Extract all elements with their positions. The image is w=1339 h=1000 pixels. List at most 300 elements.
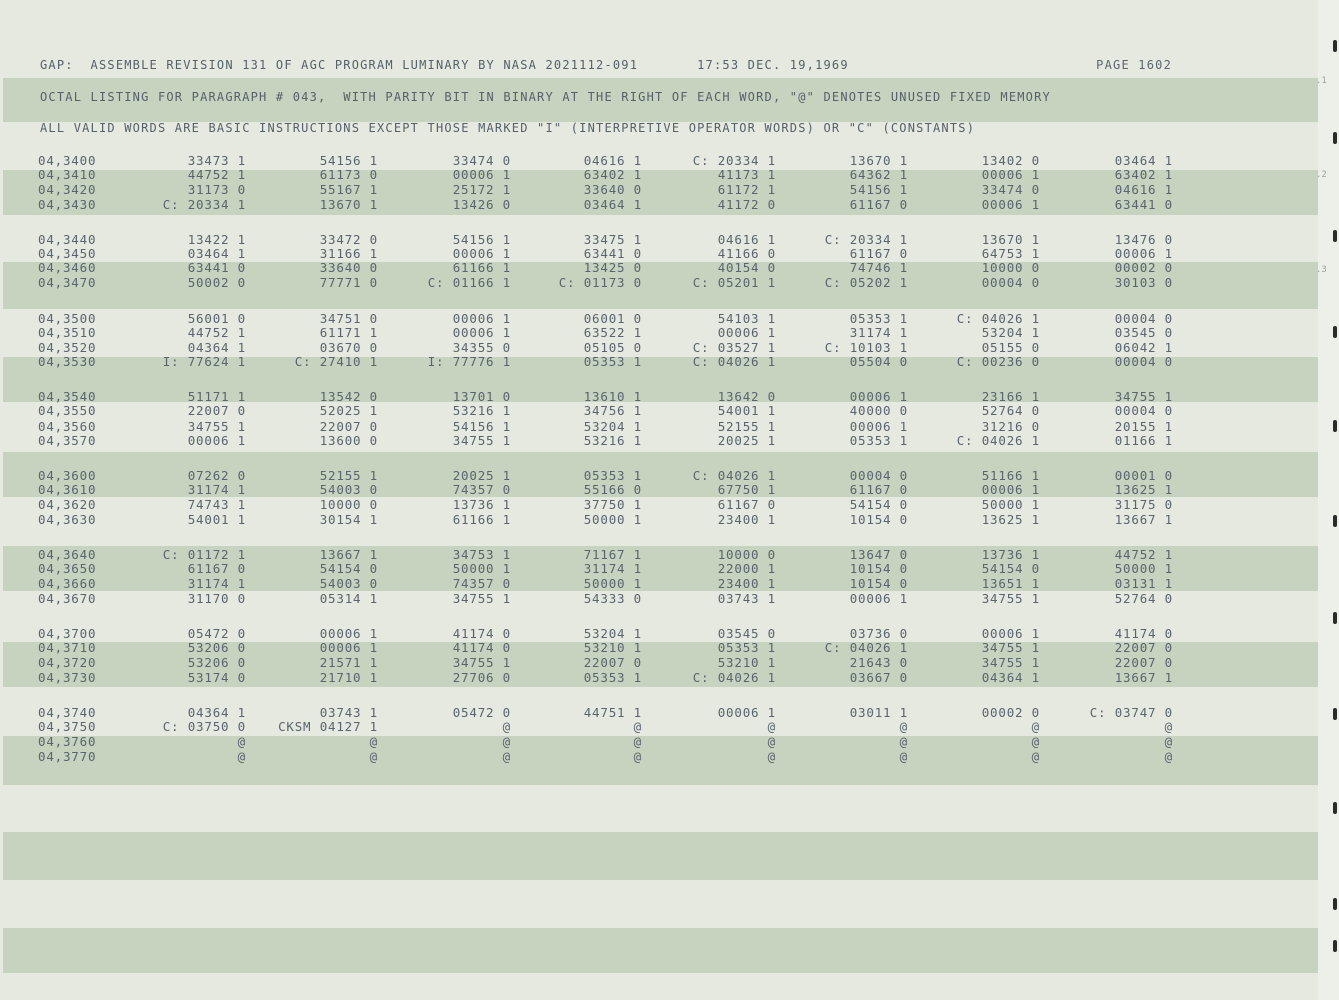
listing-word: 50000 1 bbox=[452, 561, 511, 576]
listing-word: 74746 1 bbox=[849, 260, 908, 275]
header-title-line: GAP: ASSEMBLE REVISION 131 OF AGC PROGRAM LUMINARY BY NASA 2021112-091 17:53 DEC. 19,1969 bbox=[40, 58, 849, 72]
listing-word: I: 77624 1 bbox=[162, 354, 246, 369]
listing-word: 61172 1 bbox=[717, 182, 776, 197]
listing-word: 56001 0 bbox=[187, 311, 246, 326]
listing-word: 22007 0 bbox=[1114, 640, 1173, 655]
listing-word: 00006 1 bbox=[981, 482, 1040, 497]
page-edge-strip bbox=[1318, 0, 1339, 1000]
listing-word: 00006 1 bbox=[849, 419, 908, 434]
listing-word: 22007 0 bbox=[319, 419, 378, 434]
listing-word: 04364 1 bbox=[187, 340, 246, 355]
listing-word: 25172 1 bbox=[452, 182, 511, 197]
listing-word: 54003 0 bbox=[319, 576, 378, 591]
listing-word: 05353 1 bbox=[583, 468, 642, 483]
listing-word: @ bbox=[369, 749, 378, 764]
listing-word: 34755 1 bbox=[187, 419, 246, 434]
listing-word: 40154 0 bbox=[717, 260, 776, 275]
listing-word: 23400 1 bbox=[717, 576, 776, 591]
listing-word: 53210 1 bbox=[583, 640, 642, 655]
listing-word: C: 03527 1 bbox=[692, 340, 776, 355]
listing-address: 04,3430 bbox=[38, 197, 97, 212]
listing-address: 04,3650 bbox=[38, 561, 97, 576]
listing-word: 31175 0 bbox=[1114, 497, 1173, 512]
listing-word: @ bbox=[1031, 734, 1040, 749]
listing-word: 54154 0 bbox=[849, 497, 908, 512]
listing-word: 61173 0 bbox=[319, 167, 378, 182]
listing-address: 04,3440 bbox=[38, 232, 97, 247]
listing-word: 51171 1 bbox=[187, 389, 246, 404]
listing-word: 13600 0 bbox=[319, 433, 378, 448]
listing-word: @ bbox=[899, 719, 908, 734]
margin-note: .2 bbox=[1316, 170, 1327, 180]
listing-word: 31170 0 bbox=[187, 591, 246, 606]
listing-address: 04,3720 bbox=[38, 655, 97, 670]
listing-word: 40000 0 bbox=[849, 403, 908, 418]
listing-word: 41174 0 bbox=[452, 626, 511, 641]
listing-word: 64753 1 bbox=[981, 246, 1040, 261]
listing-word: 05353 1 bbox=[583, 670, 642, 685]
listing-word: 21710 1 bbox=[319, 670, 378, 685]
listing-word: 34755 1 bbox=[452, 591, 511, 606]
listing-word: 61166 1 bbox=[452, 512, 511, 527]
listing-word: C: 04026 1 bbox=[692, 670, 776, 685]
listing-word: @ bbox=[1031, 749, 1040, 764]
listing-address: 04,3730 bbox=[38, 670, 97, 685]
listing-word: 74357 0 bbox=[452, 576, 511, 591]
listing-word: 33640 0 bbox=[319, 260, 378, 275]
listing-word: 00004 0 bbox=[1114, 311, 1173, 326]
listing-word: 41174 0 bbox=[1114, 626, 1173, 641]
listing-word: 23400 1 bbox=[717, 512, 776, 527]
listing-word: 00004 0 bbox=[1114, 354, 1173, 369]
listing-word: 53206 0 bbox=[187, 640, 246, 655]
listing-word: @ bbox=[1164, 749, 1173, 764]
listing-word: 13667 1 bbox=[1114, 512, 1173, 527]
listing-word: 53204 1 bbox=[583, 626, 642, 641]
feed-hole bbox=[1333, 708, 1337, 720]
listing-word: 44752 1 bbox=[1114, 547, 1173, 562]
listing-word: 00006 1 bbox=[452, 167, 511, 182]
listing-word: C: 00236 0 bbox=[956, 354, 1040, 369]
listing-word: 61166 1 bbox=[452, 260, 511, 275]
listing-word: 05105 0 bbox=[583, 340, 642, 355]
listing-address: 04,3700 bbox=[38, 626, 97, 641]
listing-word: 54156 1 bbox=[849, 182, 908, 197]
listing-word: 64362 1 bbox=[849, 167, 908, 182]
listing-address: 04,3640 bbox=[38, 547, 97, 562]
listing-word: 13476 0 bbox=[1114, 232, 1173, 247]
listing-word: 13542 0 bbox=[319, 389, 378, 404]
listing-word: 33473 1 bbox=[187, 153, 246, 168]
listing-address: 04,3770 bbox=[38, 749, 97, 764]
listing-word: 54103 1 bbox=[717, 311, 776, 326]
feed-hole bbox=[1333, 40, 1337, 52]
feed-hole bbox=[1333, 326, 1337, 338]
listing-word: @ bbox=[1031, 719, 1040, 734]
listing-word: C: 04026 1 bbox=[824, 640, 908, 655]
listing-word: 13736 1 bbox=[981, 547, 1040, 562]
listing-word: 03736 0 bbox=[849, 626, 908, 641]
listing-word: C: 10103 1 bbox=[824, 340, 908, 355]
listing-word: 41173 1 bbox=[717, 167, 776, 182]
listing-word: 05353 1 bbox=[849, 311, 908, 326]
listing-word: C: 04026 1 bbox=[956, 311, 1040, 326]
listing-word: 13642 0 bbox=[717, 389, 776, 404]
listing-word: 63522 1 bbox=[583, 325, 642, 340]
listing-word: C: 20334 1 bbox=[824, 232, 908, 247]
listing-address: 04,3560 bbox=[38, 419, 97, 434]
listing-word: 74743 1 bbox=[187, 497, 246, 512]
listing-word: 13651 1 bbox=[981, 576, 1040, 591]
listing-word: 03464 1 bbox=[1114, 153, 1173, 168]
listing-word: @ bbox=[1164, 734, 1173, 749]
listing-word: C: 20334 1 bbox=[692, 153, 776, 168]
listing-word: 30103 0 bbox=[1114, 275, 1173, 290]
listing-address: 04,3540 bbox=[38, 389, 97, 404]
listing-word: 00002 0 bbox=[1114, 260, 1173, 275]
listing-word: @ bbox=[633, 719, 642, 734]
listing-word: 34755 1 bbox=[1114, 389, 1173, 404]
listing-word: 52155 1 bbox=[717, 419, 776, 434]
listing-word: 06042 1 bbox=[1114, 340, 1173, 355]
listing-word: C: 01172 1 bbox=[162, 547, 246, 562]
listing-word: 03545 0 bbox=[717, 626, 776, 641]
listing-word: 34755 1 bbox=[452, 433, 511, 448]
listing-word: 00004 0 bbox=[849, 468, 908, 483]
listing-word: 03464 1 bbox=[583, 197, 642, 212]
listing-word: 34755 1 bbox=[452, 655, 511, 670]
listing-word: 13426 0 bbox=[452, 197, 511, 212]
listing-word: 13625 1 bbox=[1114, 482, 1173, 497]
listing-word: 03670 0 bbox=[319, 340, 378, 355]
listing-word: 03011 1 bbox=[849, 705, 908, 720]
listing-word: 33475 1 bbox=[583, 232, 642, 247]
listing-word: CKSM 04127 1 bbox=[278, 719, 378, 734]
listing-word: 05353 1 bbox=[849, 433, 908, 448]
listing-word: I: 77776 1 bbox=[427, 354, 511, 369]
valid-words-line: ALL VALID WORDS ARE BASIC INSTRUCTIONS EXCEPT THOSE MARKED "I" (INTERPRETIVE OPERATOR WORDS) OR "C" (CONSTANTS) bbox=[40, 121, 976, 135]
margin-note: .3 bbox=[1316, 265, 1327, 275]
listing-word: 63402 1 bbox=[583, 167, 642, 182]
listing-word: 10154 0 bbox=[849, 576, 908, 591]
listing-word: C: 03747 0 bbox=[1089, 705, 1173, 720]
listing-address: 04,3500 bbox=[38, 311, 97, 326]
listing-word: 33474 0 bbox=[452, 153, 511, 168]
listing-word: 52764 0 bbox=[1114, 591, 1173, 606]
feed-hole bbox=[1333, 940, 1337, 952]
listing-word: @ bbox=[502, 734, 511, 749]
listing-word: 55166 0 bbox=[583, 482, 642, 497]
listing-address: 04,3740 bbox=[38, 705, 97, 720]
listing-word: 34756 1 bbox=[583, 403, 642, 418]
listing-word: @ bbox=[237, 749, 246, 764]
listing-word: @ bbox=[237, 734, 246, 749]
listing-word: 23166 1 bbox=[981, 389, 1040, 404]
listing-word: 05353 1 bbox=[583, 354, 642, 369]
listing-word: 03743 1 bbox=[319, 705, 378, 720]
listing-word: 54156 1 bbox=[452, 419, 511, 434]
listing-address: 04,3610 bbox=[38, 482, 97, 497]
feed-hole bbox=[1333, 612, 1337, 624]
listing-address: 04,3410 bbox=[38, 167, 97, 182]
listing-word: 54154 0 bbox=[981, 561, 1040, 576]
listing-word: 00006 1 bbox=[319, 626, 378, 641]
listing-word: 21571 1 bbox=[319, 655, 378, 670]
listing-word: 50000 1 bbox=[583, 576, 642, 591]
listing-word: 37750 1 bbox=[583, 497, 642, 512]
listing-word: 05155 0 bbox=[981, 340, 1040, 355]
listing-word: 04364 1 bbox=[981, 670, 1040, 685]
listing-word: 53216 1 bbox=[583, 433, 642, 448]
listing-word: 53206 0 bbox=[187, 655, 246, 670]
listing-word: 67750 1 bbox=[717, 482, 776, 497]
listing-word: 31216 0 bbox=[981, 419, 1040, 434]
listing-word: 13701 0 bbox=[452, 389, 511, 404]
listing-address: 04,3710 bbox=[38, 640, 97, 655]
listing-word: 13625 1 bbox=[981, 512, 1040, 527]
listing-word: C: 01173 0 bbox=[558, 275, 642, 290]
listing-word: 61167 0 bbox=[717, 497, 776, 512]
listing-word: 00006 1 bbox=[1114, 246, 1173, 261]
listing-word: 74357 0 bbox=[452, 482, 511, 497]
listing-word: 50000 1 bbox=[583, 512, 642, 527]
listing-word: 54156 1 bbox=[319, 153, 378, 168]
listing-word: 63402 1 bbox=[1114, 167, 1173, 182]
listing-address: 04,3620 bbox=[38, 497, 97, 512]
listing-word: 13647 0 bbox=[849, 547, 908, 562]
listing-address: 04,3760 bbox=[38, 734, 97, 749]
listing-word: 06001 0 bbox=[583, 311, 642, 326]
listing-word: 04616 1 bbox=[1114, 182, 1173, 197]
listing-word: 05472 0 bbox=[187, 626, 246, 641]
listing-word: 63441 0 bbox=[583, 246, 642, 261]
listing-word: 44752 1 bbox=[187, 325, 246, 340]
listing-word: 54154 0 bbox=[319, 561, 378, 576]
feed-hole bbox=[1333, 898, 1337, 910]
listing-word: 20025 1 bbox=[717, 433, 776, 448]
octal-listing-line: OCTAL LISTING FOR PARAGRAPH # 043, WITH PARITY BIT IN BINARY AT THE RIGHT OF EACH WORD, "@" DENOTES UNUSED FIXED MEMORY bbox=[40, 90, 1051, 104]
listing-word: C: 20334 1 bbox=[162, 197, 246, 212]
listing-word: 27706 0 bbox=[452, 670, 511, 685]
listing-word: 04616 1 bbox=[583, 153, 642, 168]
listing-word: 53204 1 bbox=[981, 325, 1040, 340]
listing-word: 61167 0 bbox=[849, 482, 908, 497]
listing-word: 22007 0 bbox=[1114, 655, 1173, 670]
listing-word: 34355 0 bbox=[452, 340, 511, 355]
listing-word: 53210 1 bbox=[717, 655, 776, 670]
listing-word: 52025 1 bbox=[319, 403, 378, 418]
listing-word: 03131 1 bbox=[1114, 576, 1173, 591]
listing-word: 61167 0 bbox=[849, 246, 908, 261]
page-number: PAGE 1602 bbox=[1096, 58, 1172, 72]
listing-address: 04,3450 bbox=[38, 246, 97, 261]
listing-word: @ bbox=[502, 749, 511, 764]
listing-word: 00006 1 bbox=[981, 626, 1040, 641]
listing-word: 33472 0 bbox=[319, 232, 378, 247]
listing-address: 04,3660 bbox=[38, 576, 97, 591]
listing-word: 34755 1 bbox=[981, 640, 1040, 655]
listing-word: 00006 1 bbox=[187, 433, 246, 448]
listing-word: 05353 1 bbox=[717, 640, 776, 655]
listing-word: 22000 1 bbox=[717, 561, 776, 576]
listing-address: 04,3460 bbox=[38, 260, 97, 275]
listing-word: @ bbox=[1164, 719, 1173, 734]
listing-word: 03667 0 bbox=[849, 670, 908, 685]
feed-hole bbox=[1333, 515, 1337, 527]
listing-address: 04,3470 bbox=[38, 275, 97, 290]
listing-word: @ bbox=[767, 749, 776, 764]
listing-word: 51166 1 bbox=[981, 468, 1040, 483]
listing-word: 00006 1 bbox=[849, 591, 908, 606]
listing-word: 53174 0 bbox=[187, 670, 246, 685]
listing-word: 01166 1 bbox=[1114, 433, 1173, 448]
listing-word: 00006 1 bbox=[981, 167, 1040, 182]
listing-word: 54001 1 bbox=[187, 512, 246, 527]
listing-word: C: 05201 1 bbox=[692, 275, 776, 290]
listing-word: 10154 0 bbox=[849, 561, 908, 576]
listing-address: 04,3400 bbox=[38, 153, 97, 168]
listing-word: 54333 0 bbox=[583, 591, 642, 606]
listing-word: 13667 1 bbox=[319, 547, 378, 562]
listing-word: 22007 0 bbox=[583, 655, 642, 670]
listing-word: 13667 1 bbox=[1114, 670, 1173, 685]
listing-word: 55167 1 bbox=[319, 182, 378, 197]
listing-word: 77771 0 bbox=[319, 275, 378, 290]
listing-word: C: 04026 1 bbox=[956, 433, 1040, 448]
listing-word: 10000 0 bbox=[717, 547, 776, 562]
listing-word: 03464 1 bbox=[187, 246, 246, 261]
listing-word: 34753 1 bbox=[452, 547, 511, 562]
listing-address: 04,3570 bbox=[38, 433, 97, 448]
listing-word: 03743 1 bbox=[717, 591, 776, 606]
listing-word: 00004 0 bbox=[981, 275, 1040, 290]
listing-word: 61171 1 bbox=[319, 325, 378, 340]
listing-word: 22007 0 bbox=[187, 403, 246, 418]
listing-word: C: 27410 1 bbox=[294, 354, 378, 369]
listing-word: 00006 1 bbox=[452, 325, 511, 340]
listing-word: @ bbox=[369, 734, 378, 749]
listing-word: 53216 1 bbox=[452, 403, 511, 418]
listing-word: 63441 0 bbox=[1114, 197, 1173, 212]
listing-word: 30154 1 bbox=[319, 512, 378, 527]
listing-word: 20155 1 bbox=[1114, 419, 1173, 434]
listing-word: 20025 1 bbox=[452, 468, 511, 483]
feed-hole bbox=[1333, 132, 1337, 144]
listing-word: 34755 1 bbox=[981, 591, 1040, 606]
listing-word: 61167 0 bbox=[187, 561, 246, 576]
listing-word: 41174 0 bbox=[452, 640, 511, 655]
listing-word: 31174 1 bbox=[583, 561, 642, 576]
listing-address: 04,3750 bbox=[38, 719, 97, 734]
listing-word: 07262 0 bbox=[187, 468, 246, 483]
listing-word: 71167 1 bbox=[583, 547, 642, 562]
listing-word: 10000 0 bbox=[981, 260, 1040, 275]
listing-address: 04,3550 bbox=[38, 403, 97, 418]
listing-word: 33474 0 bbox=[981, 182, 1040, 197]
listing-word: 13670 1 bbox=[981, 232, 1040, 247]
listing-word: 05314 1 bbox=[319, 591, 378, 606]
listing-word: 05472 0 bbox=[452, 705, 511, 720]
listing-word: 13670 1 bbox=[319, 197, 378, 212]
listing-word: 54003 0 bbox=[319, 482, 378, 497]
feed-hole bbox=[1333, 230, 1337, 242]
listing-address: 04,3630 bbox=[38, 512, 97, 527]
listing-word: 50000 1 bbox=[1114, 561, 1173, 576]
listing-word: 50002 0 bbox=[187, 275, 246, 290]
listing-word: 10000 0 bbox=[319, 497, 378, 512]
listing-word: 13610 1 bbox=[583, 389, 642, 404]
listing-word: @ bbox=[767, 734, 776, 749]
listing-word: 31174 1 bbox=[187, 576, 246, 591]
listing-address: 04,3530 bbox=[38, 354, 97, 369]
listing-word: C: 03750 0 bbox=[162, 719, 246, 734]
listing-word: 61167 0 bbox=[849, 197, 908, 212]
listing-word: @ bbox=[633, 734, 642, 749]
listing-word: 00006 1 bbox=[452, 246, 511, 261]
listing-word: 34755 1 bbox=[981, 655, 1040, 670]
listing-word: C: 05202 1 bbox=[824, 275, 908, 290]
feed-hole bbox=[1333, 802, 1337, 814]
listing-word: C: 04026 1 bbox=[692, 354, 776, 369]
listing-word: 41172 0 bbox=[717, 197, 776, 212]
listing-address: 04,3520 bbox=[38, 340, 97, 355]
listing-word: 04616 1 bbox=[717, 232, 776, 247]
listing-word: 31166 1 bbox=[319, 246, 378, 261]
listing-word: 13422 1 bbox=[187, 232, 246, 247]
listing-word: 10154 0 bbox=[849, 512, 908, 527]
listing-word: 00006 1 bbox=[717, 705, 776, 720]
green-bar bbox=[3, 736, 1318, 785]
listing-word: 52155 1 bbox=[319, 468, 378, 483]
listing-word: 44751 1 bbox=[583, 705, 642, 720]
listing-word: @ bbox=[899, 749, 908, 764]
listing-word: 05504 0 bbox=[849, 354, 908, 369]
listing-word: 00006 1 bbox=[452, 311, 511, 326]
listing-word: 33640 0 bbox=[583, 182, 642, 197]
listing-address: 04,3600 bbox=[38, 468, 97, 483]
listing-word: @ bbox=[502, 719, 511, 734]
listing-word: 50000 1 bbox=[981, 497, 1040, 512]
margin-note: .1 bbox=[1316, 76, 1327, 86]
listing-word: 13402 0 bbox=[981, 153, 1040, 168]
listing-word: @ bbox=[633, 749, 642, 764]
listing-word: 52764 0 bbox=[981, 403, 1040, 418]
listing-word: 54156 1 bbox=[452, 232, 511, 247]
listing-word: 21643 0 bbox=[849, 655, 908, 670]
listing-word: 00006 1 bbox=[319, 640, 378, 655]
listing-word: 34751 0 bbox=[319, 311, 378, 326]
listing-word: 00001 0 bbox=[1114, 468, 1173, 483]
listing-word: @ bbox=[899, 734, 908, 749]
listing-address: 04,3510 bbox=[38, 325, 97, 340]
listing-word: 13736 1 bbox=[452, 497, 511, 512]
listing-word: C: 01166 1 bbox=[427, 275, 511, 290]
listing-word: 13425 0 bbox=[583, 260, 642, 275]
listing-word: C: 04026 1 bbox=[692, 468, 776, 483]
listing-address: 04,3670 bbox=[38, 591, 97, 606]
listing-word: 00006 1 bbox=[717, 325, 776, 340]
listing-word: 03545 0 bbox=[1114, 325, 1173, 340]
listing-word: @ bbox=[767, 719, 776, 734]
green-bar bbox=[3, 928, 1318, 973]
listing-word: 31173 0 bbox=[187, 182, 246, 197]
feed-hole bbox=[1333, 420, 1337, 432]
listing-word: 41166 0 bbox=[717, 246, 776, 261]
green-bar bbox=[3, 832, 1318, 880]
listing-word: 31174 1 bbox=[187, 482, 246, 497]
listing-word: 53204 1 bbox=[583, 419, 642, 434]
listing-word: 63441 0 bbox=[187, 260, 246, 275]
